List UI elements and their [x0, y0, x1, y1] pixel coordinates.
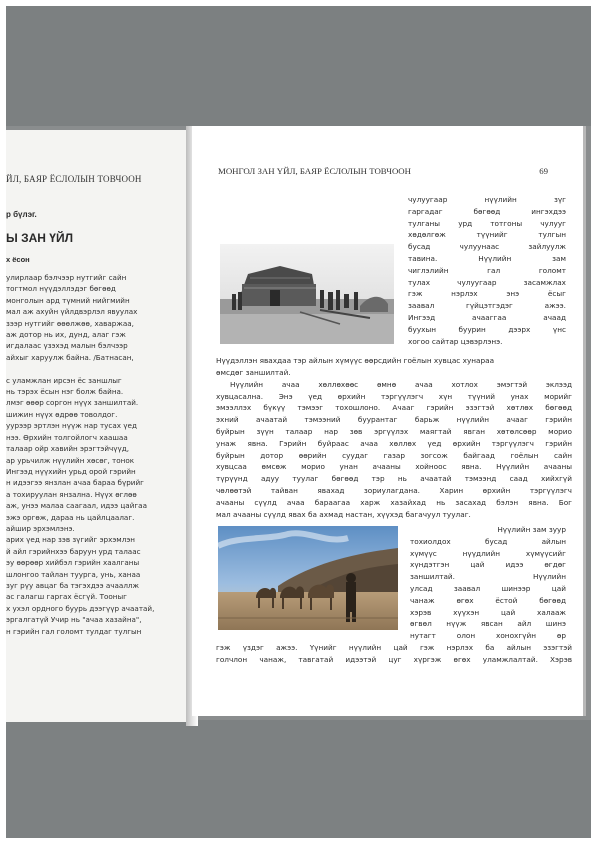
- text-line: айхыг харуулж байна. /Батнасан,: [6, 352, 134, 362]
- text-line: монголын ард түмний нийгмийн: [6, 295, 130, 305]
- ger-moving-photo: [220, 244, 394, 344]
- text-line: заавал гүйцэтгэдэг ажээ.: [408, 301, 566, 311]
- page-number: 69: [539, 166, 548, 176]
- text-line: улирлаар бэлчээр нутгийг сайн: [6, 273, 127, 282]
- text-line: игдалаас үзэхэд малын бэлчээр: [6, 341, 128, 351]
- text-line: айшир эрхэмлэнэ.: [6, 523, 75, 533]
- scanner-background-top: [6, 6, 591, 126]
- text-line: эргалгатүй Учир нь "ачаа хазайна",: [6, 615, 142, 625]
- text-line: тулганы урд тотгоны чулууг: [408, 218, 566, 228]
- text-line: зуг рүу авцаг ба тэгэхдээ ачааллж: [6, 580, 139, 590]
- text-line: унаж явна. Гэрийн буйраас ачаа хөллөх үед өрхийн тэргүүлэгч гэрийн: [216, 438, 572, 448]
- text-line: эмээллэх бүкүү тэмээг тохошлоно. Ачааг гэрийн эзэгтэй хөтлөх бөгөөд: [216, 403, 572, 413]
- text-line: ар урьчилж нүүлийн хөсөг, тонок: [6, 455, 135, 465]
- running-header-title: МОНГОЛ ЗАН ҮЙЛ, БАЯР ЁСЛОЛЫН ТОВЧООН: [218, 166, 412, 176]
- text-line: мал ачааны сүүлд явах ба ахмад настан, хүүхэд багачуул туулаг.: [216, 509, 471, 519]
- left-chapter-label: р бүлэг.: [6, 210, 37, 219]
- left-section-subtitle: х ёсон: [6, 255, 30, 264]
- text-line: талаар ойр хавийн эрэгтэйчүүд,: [6, 444, 130, 454]
- text-line: заншилтай. Нүүлийн: [410, 572, 566, 582]
- scanner-background-bottom: [6, 720, 591, 838]
- text-line: н гэрийн гал голомт тулдаг тулгын: [6, 626, 142, 636]
- text-line: аж дотор нь их, дунд, алаг гэж: [6, 330, 126, 340]
- text-line: чулуугаар нүүлийн зүг: [408, 195, 566, 204]
- text-line: нь тэрэх ёсын нэг болж байна.: [6, 387, 124, 397]
- text-line: шлонгоо тайлан туурга, унь, ханаа: [6, 569, 141, 579]
- text-line: аж, унээ малаа саагаал, идээ цайгаа: [6, 501, 147, 511]
- text-line: хувцасална. Энэ үед өрхийн тэргүүлэгч хүн түүний унах морийг: [216, 391, 572, 401]
- text-line: хувцсаа өмсөж морио унан ачааны хойноос явна. Нүүлийн ачааны: [216, 462, 572, 472]
- right-page: [192, 126, 586, 716]
- text-line: хүндэтгэн цай идээ өгдөг: [410, 560, 566, 570]
- left-running-header: ЙЛ, БАЯР ЁСЛОЛЫН ТОВЧООН: [6, 174, 142, 184]
- text-line: Ингээд ачааггаа ачаад: [408, 312, 566, 322]
- camel-caravan-illustration: [218, 526, 398, 630]
- text-line: лмэг өөөр соргон нүүх заншилтай.: [6, 398, 139, 408]
- left-chapter-title: Ы ЗАН ҮЙЛ: [6, 231, 73, 245]
- text-line: өмсдөг заншилтай.: [216, 368, 291, 377]
- text-line: түрүүнд адуу туулаг бөгөөд тэр нь ачаатай тэмээнд саад хийхгүй: [216, 474, 572, 484]
- text-line: нээ. Өрхийн толгойлогч хаашаа: [6, 432, 128, 442]
- text-line: й айл гэрийнхээ баруун урд талаас: [6, 546, 141, 556]
- text-line: тогтмол нүүдэллэдэг бөгөөд: [6, 284, 116, 294]
- side-text-column-2: [410, 524, 566, 642]
- text-line: улсад заавал шинээр цай: [410, 583, 566, 593]
- text-line: буйрын зүүн талаар нар зөв эргүүлэх маягтай явган хөтөлсөөр морио: [216, 426, 572, 436]
- text-line: бусад чулуунаас зайлуулж: [408, 242, 566, 252]
- text-line: Нүүлийн зам зуур: [497, 525, 566, 534]
- text-line: ас галагш гаргах ёсгүй. Тооныг: [6, 592, 127, 602]
- text-line: голчлон чанаж, тавгатай идээтэй цуг хүргэж өгөх уламжлалтай. Хэрэв: [216, 654, 572, 664]
- left-page: [6, 130, 190, 722]
- text-line: тохиолдох бусад айлын: [410, 536, 566, 546]
- right-running-header: [218, 166, 548, 176]
- text-line: нутагт олон хонохгүйн өр: [410, 631, 566, 641]
- text-line: чиглэлийн гал голомт: [408, 265, 566, 275]
- text-line: хэрэв хүүхэн цай халааж: [410, 607, 566, 617]
- text-line: өгвөл нүүж явсан айл шинэ: [410, 619, 566, 629]
- text-line: хөдөлгөж түүнийг тулгын: [408, 230, 566, 240]
- text-line: гэж үздэг ажээ. Үүнийг нүүлийн цай гэж нэрлэх ба айлын эзэгтэй: [216, 643, 572, 652]
- photo-caption-1: Нүүдэллэн явахдаа тэр айлын хүмүүс өөрсдийн гоёлын хувцас хунараа: [216, 356, 495, 365]
- text-line: зээр нутгийг өөөлжөө, хаваржаа,: [6, 318, 134, 328]
- text-line: эхний ачаатай тэмээний буурантаг барьж нүүлийн ачааг гэрийн: [216, 415, 572, 425]
- text-line: с уламжлан ирсэн ёс заншлыг: [6, 375, 122, 385]
- text-line: эу өөрөөр хийбэл гэрийн хаалганы: [6, 558, 140, 568]
- body-paragraph-1: [216, 367, 572, 520]
- text-line: хүмүүс нүүдлийн хүмүүсийг: [410, 548, 566, 558]
- text-line: чөлөөтэй тайван явахад зориулагдана. Харин өрхийн тэргүүлэгч: [216, 485, 572, 495]
- text-line: а тохируулан янзална. Нүүх өглөө: [6, 489, 137, 499]
- left-page-content: [6, 174, 190, 637]
- text-line: гэж нэрлэх энэ ёсыг: [408, 289, 566, 299]
- text-line: чанаж өгөх ёстой бөгөөд: [410, 595, 566, 605]
- text-line: Нүүлийн ачаа хөллөхөөс өмнө ачаа хотлох эмэгтэй эклээд: [230, 379, 572, 389]
- side-text-column-1: [408, 194, 566, 347]
- text-line: буйрын дотор өөрийн суудаг газар зогсож байгаад гоёлын сайн: [216, 450, 572, 460]
- camel-caravan-photo: [218, 526, 398, 630]
- body-paragraph-2: [216, 642, 572, 666]
- text-line: хогоо сайтар цэвэрлэнэ.: [408, 336, 503, 346]
- text-line: ачааны сүүлд ачаа бараагаа харж хазайхад нь засахад бэлэн явна. Бог: [216, 497, 572, 507]
- text-line: арих үед нар зэв зүгийг эрхэмлэн: [6, 535, 135, 545]
- left-body-text: [6, 272, 190, 637]
- text-line: уурээр эртлэн нүүж нар тусах үед: [6, 421, 137, 431]
- text-line: буухын буурин дээрх үнс: [408, 324, 566, 334]
- text-line: мал аж ахуйн үйлдвэрлэл явуулах: [6, 307, 138, 317]
- text-line: тавина. Нүүлийн зам: [408, 253, 566, 263]
- text-line: х ухэл ордного буурь дээгүүр ачаатай,: [6, 603, 155, 613]
- text-line: Ингээд нүүхийн урьд орой гэрийн: [6, 466, 136, 476]
- text-line: н идээгээ янзлан ачаа бараа бүрийг: [6, 478, 144, 488]
- ger-moving-illustration: [220, 244, 394, 344]
- text-line: гаргадаг бөгөөд ингэхдээ: [408, 206, 566, 216]
- text-line: [6, 363, 190, 374]
- text-line: эжэ оргөж, дараа нь цайлцаалаг.: [6, 512, 135, 522]
- text-line: шижин нүүх өдрөө товолдог.: [6, 409, 118, 419]
- text-line: тулах чулуугаар засамжлах: [408, 277, 566, 287]
